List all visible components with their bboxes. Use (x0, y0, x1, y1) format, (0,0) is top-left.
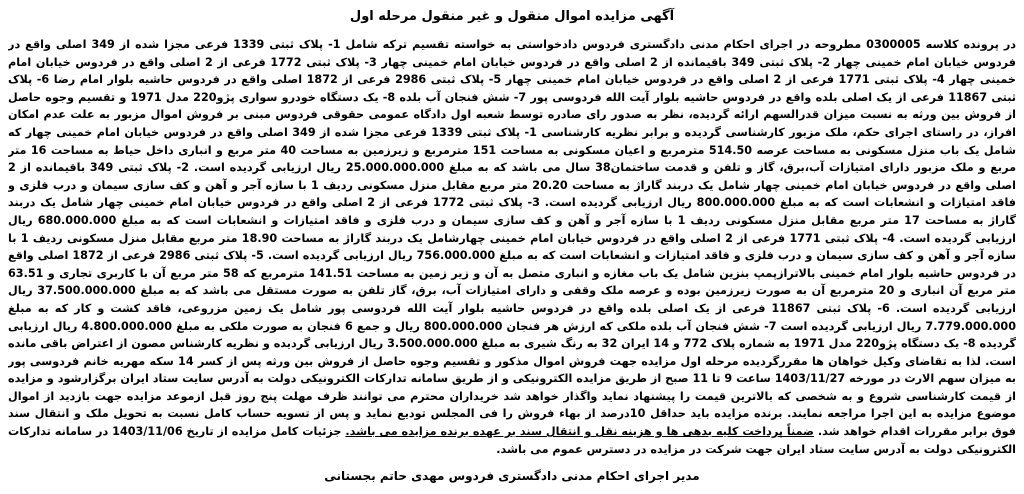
notice-body-tail: جزئیات کامل مزایده از تاریخ 1403/11/06 در سامانه تدارکات الکترونیکی دولت به آدرس سایت ستاد ایران جهت شرکت در مزایده در دسترس عموم می باشد. (8, 425, 1016, 456)
signature: مدیر اجرای احکام مدنی دادگستری فردوس مهدی حاتم بجستانی (324, 469, 700, 483)
notice-title: آگهی مزایده اموال منقول و غیر منقول مرحله اول (349, 9, 675, 24)
notice-body-underlined: ضمناً پرداخت کلیه بدهی ها و هزینه نقل و انتقال سند بر عهده برنده مزایده می باشد. (345, 425, 814, 439)
notice-body-main: در پرونده کلاسه 0300005 مطروحه در اجرای احکام مدنی دادگستری فردوس دادخواستی به خواسته تقسیم ترکه شامل 1- پلاک ثبتی 1339 فرعی مجزا شده از 349 اصلی واقع در فردوس خیابان امام خمینی چهار 2- پلاک ثبتی 349 باقیمانده از 2 اصلی واقع در فردوس خیابان امام خمینی چهار 3- پلاک ثبتی 1772 فرعی از 2 اصلی واقع در فردوس خیابان امام خمینی چهار 4- پلاک ثبتی 1771 فرعی از 2 اصلی واقع در فردوس خیابان امام خمینی چهار 5- پلاک ثبتی 2986 فرعی از 1872 اصلی واقع در فردوس حاشیه بلوار امام رضا 6- پلاک ثبتی 11867 فرعی از یک اصلی بلده واقع در فردوس حاشیه بلوار آیت الله فردوسی پور 7- شش فنجان آب بلده 8- یک دستگاه خودرو سواری پژو220 مدل 1971 و تقسیم وجوه حاصل از فروش بین ورثه به نسبت میزان قدرالسهم ارائه گردیده، نظر به صدور رای صادره توسط شعبه اول دادگاه عمومی حقوقی فردوس مبنی بر فروش اموال مزبور به علت عدم امکان افراز، در راستای اجرای حکم، ملک مزبور کارشناسی گردیده و برابر نظریه کارشناسی 1- پلاک ثبتی 1339 فرعی مجزا شده از 349 اصلی واقع در فردوس خیابان امام خمینی چهار که شامل یک باب منزل مسکونی به مساحت عرصه 514.50 مترمربع و اعیان مسکونی به مساحت 151 مترمربع و زیرزمین به مساحت 40 متر مربع و انباری داخل حیاط به مساحت 16 متر مربع و ملک مزبور دارای امتیازات آب،برق، گاز و تلفن و قدمت ساختمان38 سال می باشد که به مبلغ 25.000.000.000 ریال ارزیابی گردیده است. 2- پلاک ثبتی 349 باقیمانده از 2 اصلی واقع در فردوس خیابان امام خمینی چهار شامل یک دربند گاراژ به مساحت 20.20 متر مربع مقابل منزل مسکونی ردیف 1 با سازه آجر و آهن و کف سازی سیمان و درب فلزی و فاقد امتیازات و انشعابات است که به مبلغ 800.000.000 ریال ارزیابی گردیده است. 3- پلاک ثبتی 1772 فرعی از 2 اصلی واقع در فردوس خیابان امام خمینی چهار شامل یک دربند گاراژ به مساحت 17 متر مربع مقابل منزل مسکونی ردیف 1 با سازه آجر و آهن و کف سازی سیمان و درب فلزی و فاقد امتیازات و انشعابات است که به مبلغ 680.000.000 ریال ارزیابی گردیده است. 4- پلاک ثبتی 1771 فرعی از 2 اصلی واقع در فردوس خیابان امام خمینی چهارشامل یک دربند گاراژ به مساحت 18.90 متر مربع مقابل منزل مسکونی ردیف 1 با سازه آجر و آهن و کف سازی سیمان و درب فلزی و فاقد امتیازات و انشعابات است که به مبلغ 756.000.000 ریال ارزیابی گردیده است. 5- پلاک ثبتی 2986 فرعی از 1872 اصلی واقع در فردوس حاشیه بلوار امام خمینی بالاترازپمپ بنزین شامل یک باب مغازه و انباری متصل به آن و زیر زمین به مساحت 141.51 مترمربع که 58 متر مربع آن با کاربری تجاری و 63.51 متر مربع آن انباری و 20 مترمربع آن به صورت زیرزمین بوده و عرصه ملک وقفی و دارای امتیازات آب، برق، گاز تلفن به صورت مستقل می باشد که به مبلغ 37.500.000.000 ریال ارزیابی گردیده است. 6- پلاک ثبتی 11867 فرعی از یک اصلی بلده واقع در فردوس حاشیه بلوار آیت الله فردوسی پور شامل یک زمین مزروعی، فاقد کشت و کار که به مبلغ 7.779.000.000 ریال ارزیابی گردیده است 7- شش فنجان آب بلده ملکی که ارزش هر فنجان 800.000.000 ریال و جمع 6 فنجان به صورت ملکی به مبلغ 4.800.000.000 ریال ارزیابی گردیده 8- یک دستگاه پژو220 مدل 1971 به شماره پلاک 772 و 14 ایران 32 به رنگ شیری به مبلغ 3.500.000.000 ریال ارزیابی گردیده و نظریه کارشناس مصون از اعتراض باقی مانده است. لذا به تقاضای وکیل خواهان ها مقررگردیده مرحله اول مزایده جهت فروش اموال مذکور و تقسیم وجوه حاصل از فروش بین ورثه پس از کسر 14 سکه مهریه خانم فردوسی پور به میزان سهم الارث در مورخه 1403/11/27 ساعت 9 تا 11 صبح از طریق مزایده الکترونیکی و از طریق سامانه تدارکات الکترونیکی دولت به آدرس سایت ستاد ایران برگزارشود و مزایده از قیمت کارشناسی شروع و به شخصی که بالاترین قیمت را پیشنهاد نماید واگذار خواهد شد خریداران محترم می توانند ظرف مهلت پنج روز قبل ازموعد مزایده جهت بازدید از اموال موضوع مزایده به این اجرا مراجعه نمایند. برنده مزایده باید حداقل 10درصد از بهاء فروش را فی المجلس تودیع نماید و پس از تسویه حساب کامل نسبت به تحویل ملک و انتقال سند فوق برابر مقررات اقدام خواهد شد. (8, 38, 1016, 439)
notice-body (8, 36, 1016, 462)
